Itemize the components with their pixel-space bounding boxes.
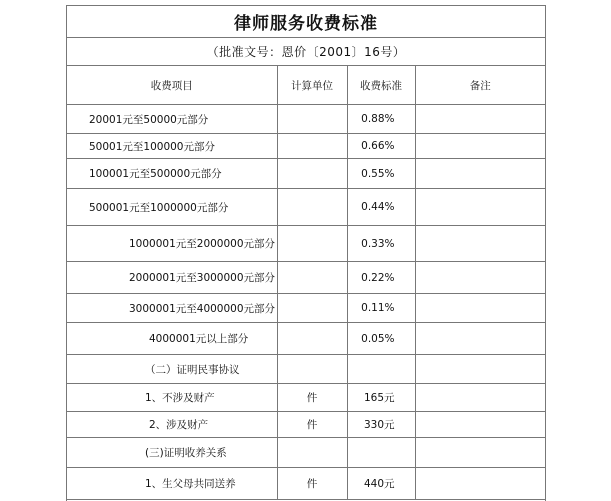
row-note (415, 412, 545, 438)
row-unit (277, 294, 347, 323)
row-note (415, 323, 545, 355)
row-note (415, 105, 545, 134)
row-note (415, 134, 545, 159)
row-standard: 165元 (347, 384, 415, 412)
header-item: 收费项目 (67, 66, 277, 105)
fee-standard-document (66, 5, 546, 501)
table-row (67, 134, 545, 159)
row-item: 3000001元至4000000元部分 (67, 294, 277, 323)
row-unit: 件 (277, 468, 347, 500)
row-note (415, 468, 545, 500)
row-unit (277, 105, 347, 134)
row-standard (347, 355, 415, 384)
row-item: 1000001元至2000000元部分 (67, 226, 277, 262)
row-item: 100001元至500000元部分 (67, 159, 277, 189)
table-header-row (67, 66, 545, 105)
row-standard: 0.66% (347, 134, 415, 159)
row-item: 20001元至50000元部分 (67, 105, 277, 134)
table-row (67, 412, 545, 438)
row-item: 2、涉及财产 (67, 412, 277, 438)
table-row (67, 323, 545, 355)
row-standard: 0.44% (347, 189, 415, 226)
row-unit (277, 438, 347, 468)
row-item: 500001元至1000000元部分 (67, 189, 277, 226)
row-item: 2000001元至3000000元部分 (67, 262, 277, 294)
row-unit (277, 323, 347, 355)
approval-number: （批准文号：恩价〔2001〕16号） (67, 38, 545, 66)
table-row (67, 159, 545, 189)
row-note (415, 294, 545, 323)
table-row (67, 384, 545, 412)
row-standard (347, 438, 415, 468)
row-standard: 0.33% (347, 226, 415, 262)
row-note (415, 189, 545, 226)
row-standard: 0.88% (347, 105, 415, 134)
fee-table (67, 66, 545, 500)
row-standard: 330元 (347, 412, 415, 438)
row-unit (277, 226, 347, 262)
table-row (67, 262, 545, 294)
header-standard: 收费标准 (347, 66, 415, 105)
row-unit (277, 355, 347, 384)
table-row (67, 355, 545, 384)
table-row (67, 438, 545, 468)
row-unit (277, 159, 347, 189)
row-unit: 件 (277, 412, 347, 438)
row-note (415, 355, 545, 384)
row-item: 50001元至100000元部分 (67, 134, 277, 159)
row-item: （二）证明民事协议 (67, 355, 277, 384)
row-note (415, 384, 545, 412)
document-title: 律师服务收费标准 (67, 6, 545, 38)
row-note (415, 159, 545, 189)
row-item: (三)证明收养关系 (67, 438, 277, 468)
row-standard: 0.22% (347, 262, 415, 294)
row-standard: 0.11% (347, 294, 415, 323)
table-row (67, 105, 545, 134)
header-note: 备注 (415, 66, 545, 105)
row-unit: 件 (277, 384, 347, 412)
row-item: 1、生父母共同送养 (67, 468, 277, 500)
row-note (415, 226, 545, 262)
row-note (415, 262, 545, 294)
row-item: 1、不涉及财产 (67, 384, 277, 412)
row-unit (277, 189, 347, 226)
table-row (67, 468, 545, 500)
table-row (67, 226, 545, 262)
row-note (415, 438, 545, 468)
table-row (67, 294, 545, 323)
table-row (67, 189, 545, 226)
row-standard: 0.05% (347, 323, 415, 355)
row-standard: 440元 (347, 468, 415, 500)
row-standard: 0.55% (347, 159, 415, 189)
row-unit (277, 134, 347, 159)
header-unit: 计算单位 (277, 66, 347, 105)
row-item: 4000001元以上部分 (67, 323, 277, 355)
row-unit (277, 262, 347, 294)
